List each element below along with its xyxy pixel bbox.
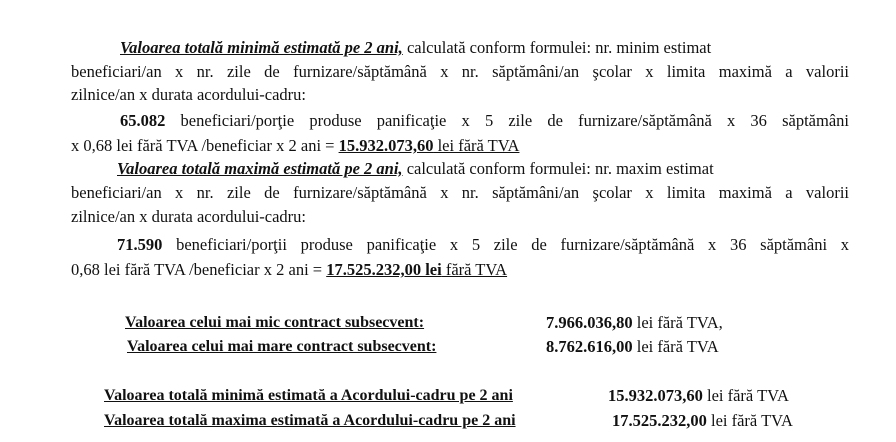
c2-line2 bbox=[71, 259, 507, 281]
c1-text2: x 0,68 lei fără TVA /beneficiar x 2 ani = bbox=[71, 136, 339, 155]
p2-title: Valoarea totală maximă estimată pe 2 ani, bbox=[117, 159, 403, 178]
contract-max-amount bbox=[546, 336, 719, 358]
c1-total-unit: lei fără TVA bbox=[433, 136, 520, 155]
p1-title: Valoarea totală minimă estimată pe 2 ani, bbox=[120, 38, 403, 57]
c2-text2: 0,68 lei fără TVA /beneficiar x 2 ani = bbox=[71, 260, 327, 279]
c2-text: beneficiari/porţii produse panificaţie x 5 zile de furnizare/săptămână x 36 săptămâni x bbox=[162, 235, 849, 254]
c1-text: beneficiari/porţie produse panificaţie x 5 zile de furnizare/săptămână x 36 săptămâni bbox=[165, 111, 849, 130]
c1-total bbox=[339, 136, 520, 155]
c1-total-value: 15.932.073,60 bbox=[338, 136, 434, 155]
p2-line1 bbox=[117, 158, 714, 180]
p2-text: calculată conform formulei: nr. maxim estimat bbox=[402, 159, 714, 178]
contract-min-amount bbox=[546, 312, 723, 334]
total-max-amount bbox=[612, 410, 793, 432]
contract-min-unit: lei fără TVA, bbox=[632, 313, 723, 332]
total-min-value: 15.932.073,60 bbox=[608, 386, 703, 405]
c1-beneficiaries: 65.082 bbox=[120, 111, 166, 130]
total-max-value: 17.525.232,00 bbox=[612, 411, 707, 430]
p1-text: calculată conform formulei: nr. minim estimat bbox=[402, 38, 712, 57]
c1-line1 bbox=[120, 110, 849, 132]
total-min-unit: lei fără TVA bbox=[702, 386, 789, 405]
c2-total-value: 17.525.232,00 lei bbox=[326, 260, 442, 279]
p2-line3: zilnice/an x durata acordului-cadru: bbox=[71, 207, 307, 226]
contract-min-label: Valoarea celui mai mic contract subsecvent: bbox=[125, 314, 425, 331]
c2-total-unit: fără TVA bbox=[441, 260, 508, 279]
p1-line2: beneficiari/an x nr. zile de furnizare/săptămână x nr. săptămâni/an şcolar x limita maximă a valorii bbox=[71, 62, 849, 81]
c2-beneficiaries: 71.590 bbox=[117, 235, 163, 254]
total-min-label: Valoarea totală minimă estimată a Acordului-cadru pe 2 ani bbox=[104, 387, 513, 404]
c1-line2 bbox=[71, 135, 519, 157]
c2-line1 bbox=[117, 234, 849, 256]
total-min-amount bbox=[608, 385, 789, 407]
c2-total bbox=[326, 260, 507, 279]
contract-max-unit: lei fără TVA bbox=[632, 337, 719, 356]
total-max-unit: lei fără TVA bbox=[706, 411, 793, 430]
contract-min-value: 7.966.036,80 bbox=[546, 313, 633, 332]
total-max-label: Valoarea totală maxima estimată a Acordului-cadru pe 2 ani bbox=[104, 412, 516, 429]
p1-line1 bbox=[120, 37, 711, 59]
p1-line3: zilnice/an x durata acordului-cadru: bbox=[71, 85, 307, 104]
contract-max-label: Valoarea celui mai mare contract subsecvent: bbox=[127, 338, 437, 355]
p2-line2: beneficiari/an x nr. zile de furnizare/săptămână x nr. săptămâni/an şcolar x limita maximă a valorii bbox=[71, 183, 849, 202]
contract-max-value: 8.762.616,00 bbox=[546, 337, 633, 356]
